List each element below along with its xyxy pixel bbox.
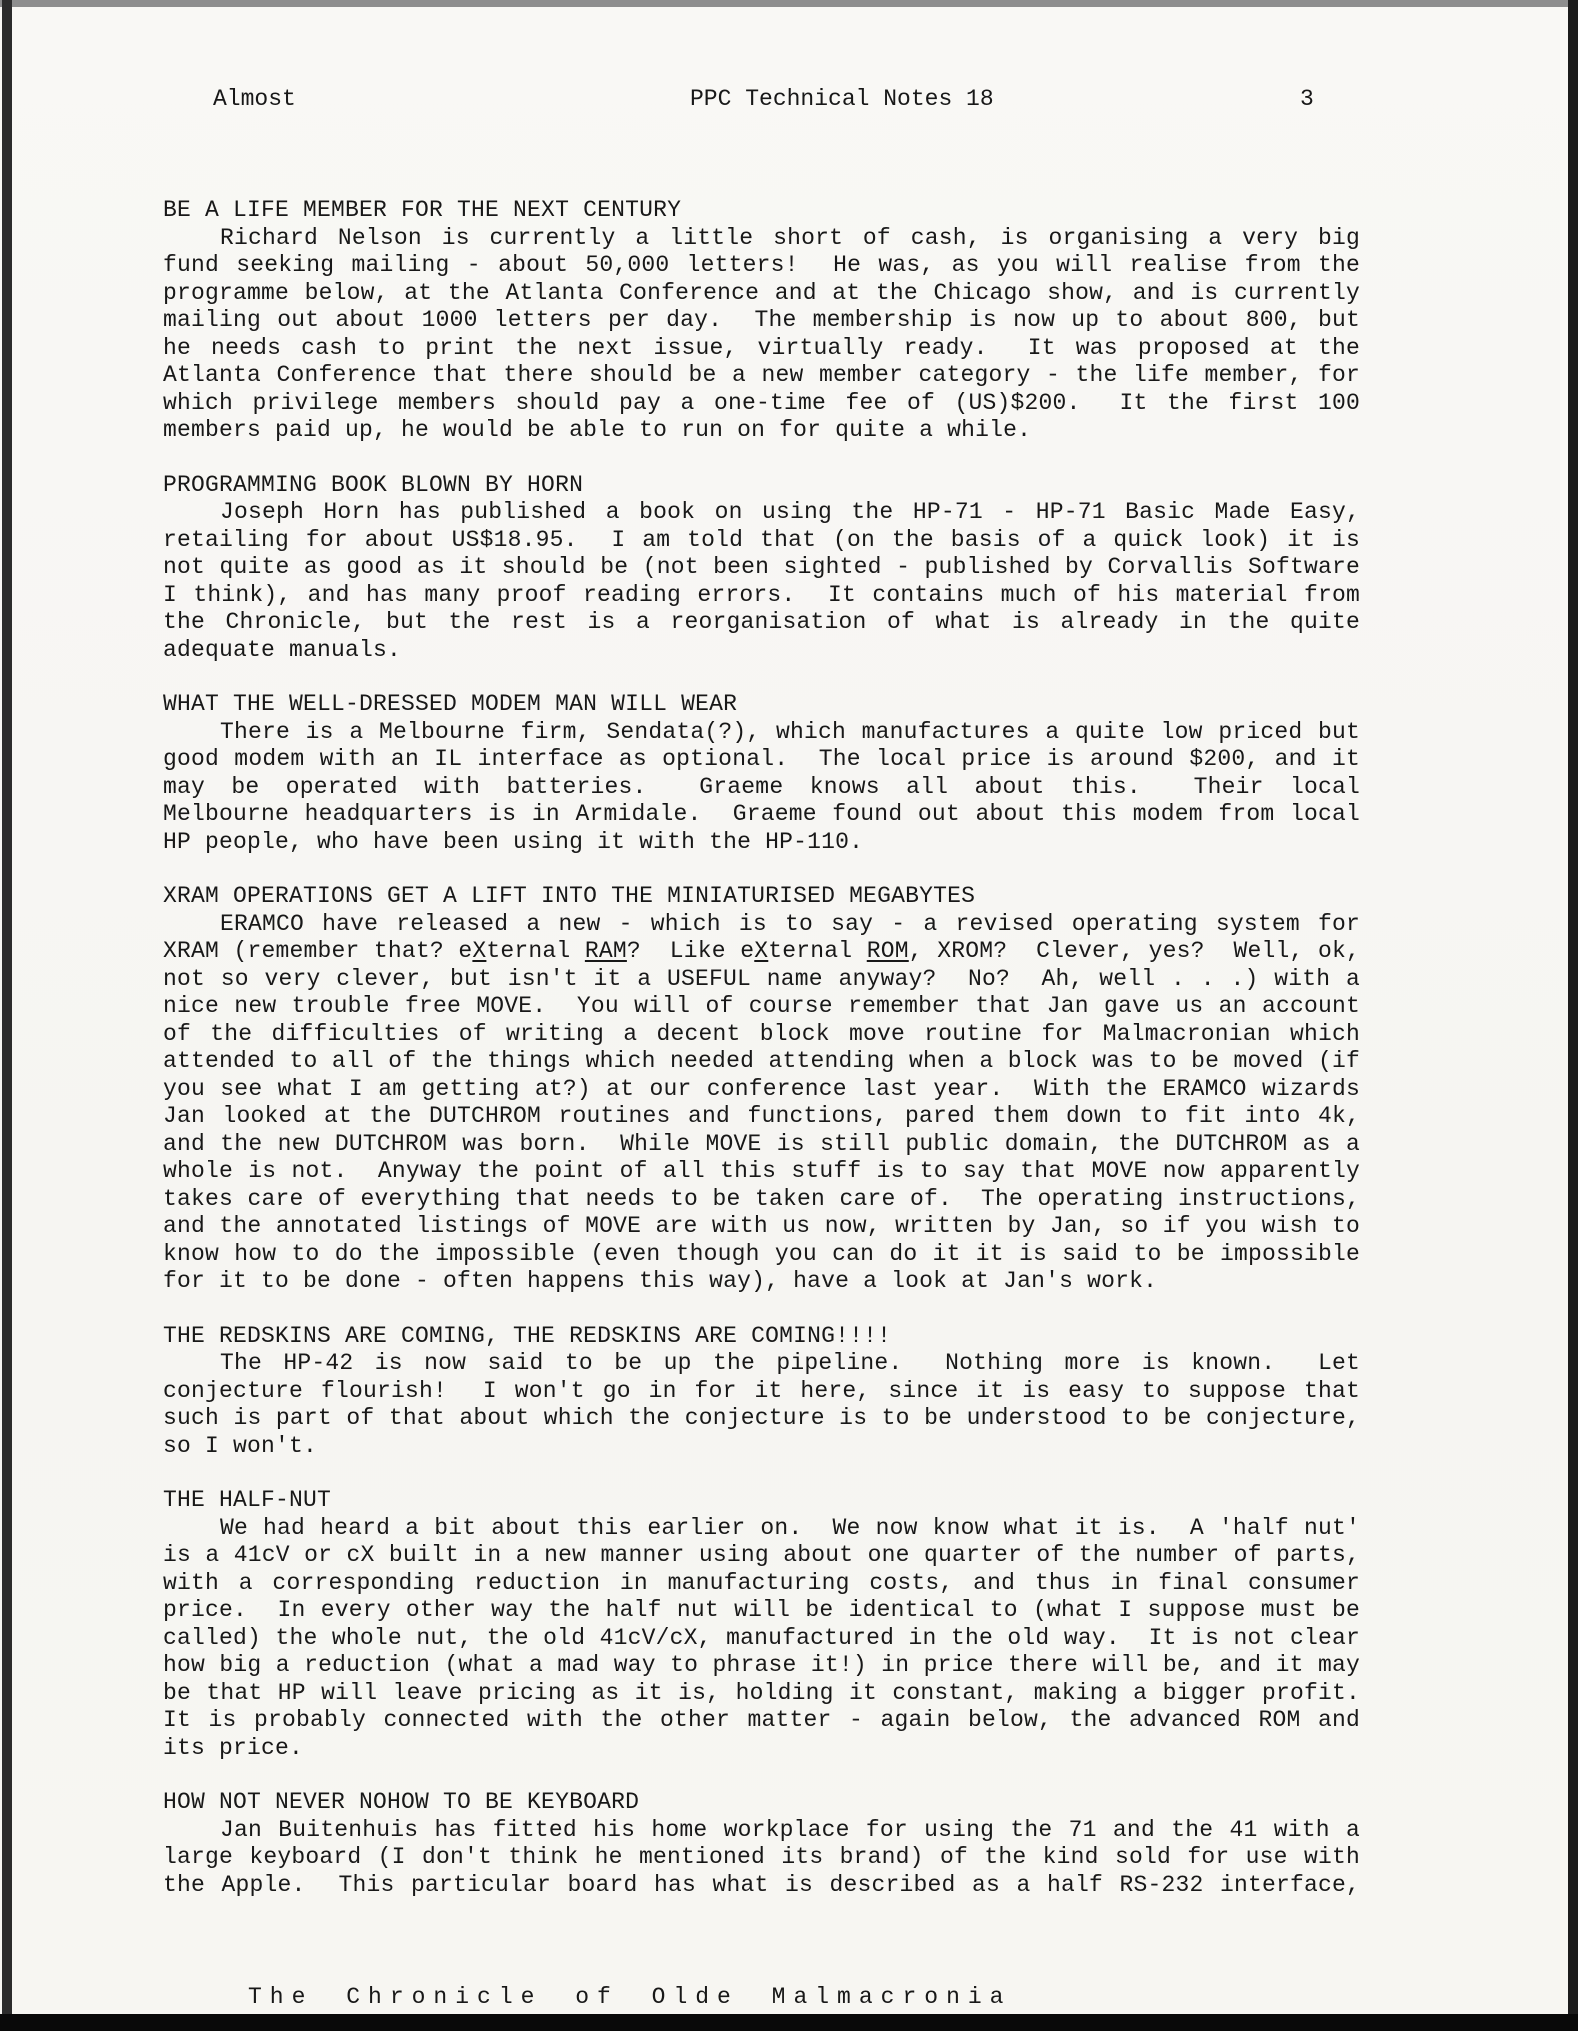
article-section bbox=[163, 1323, 1360, 1461]
text-line: know how to do the impossible (even though you can do it it is said to be impossible bbox=[163, 1240, 1360, 1267]
text-line: good modem with an IL interface as optional. The local price is around $200, and it bbox=[163, 746, 1360, 772]
article-section bbox=[163, 883, 1360, 1296]
footer-publication-title: The Chronicle of Olde Malmacronia bbox=[248, 1984, 1012, 2010]
text-line: Richard Nelson is currently a little short of cash, is organising a very big bbox=[220, 224, 1360, 251]
text-line: price. In every other way the half nut will be identical to (what I suppose must be bbox=[163, 1597, 1360, 1623]
text-line: It is probably connected with the other matter - again below, the advanced ROM and bbox=[163, 1707, 1360, 1733]
article-section bbox=[163, 1487, 1360, 1762]
text-line: is a 41cV or cX built in a new manner using about one quarter of the number of parts, bbox=[163, 1542, 1360, 1568]
text-line: ERAMCO have released a new - which is to say - a revised operating system for bbox=[220, 910, 1360, 937]
article-section bbox=[163, 197, 1360, 445]
scan-border-left bbox=[2, 0, 12, 2031]
text-line: the Chronicle, but the rest is a reorganisation of what is already in the quite bbox=[163, 609, 1360, 635]
text-line: programme below, at the Atlanta Conference and at the Chicago show, and is currently bbox=[163, 279, 1360, 306]
header-title: PPC Technical Notes 18 bbox=[690, 86, 994, 112]
section-heading: BE A LIFE MEMBER FOR THE NEXT CENTURY bbox=[163, 197, 682, 223]
text-line: There is a Melbourne firm, Sendata(?), which manufactures a quite low priced but bbox=[220, 718, 1360, 745]
text-line: adequate manuals. bbox=[163, 636, 402, 663]
section-heading: THE HALF-NUT bbox=[163, 1487, 332, 1513]
header-running-title: Almost bbox=[213, 86, 296, 112]
text-line: nice new trouble free MOVE. You will of course remember that Jan gave us an account bbox=[163, 993, 1360, 1019]
text-line: be that HP will leave pricing as it is, holding it constant, making a bigger profit. bbox=[163, 1679, 1360, 1706]
text-line: Jan Buitenhuis has fitted his home workplace for using the 71 and the 41 with a bbox=[220, 1816, 1360, 1843]
text-line: I think), and has many proof reading errors. It contains much of his material from bbox=[163, 581, 1360, 608]
text-line: he needs cash to print the next issue, virtually ready. It was proposed at the bbox=[163, 334, 1360, 361]
article-section bbox=[163, 472, 1360, 665]
text-line: The HP-42 is now said to be up the pipeline. Nothing more is known. Let bbox=[220, 1350, 1360, 1376]
section-heading: XRAM OPERATIONS GET A LIFT INTO THE MINIATURISED MEGABYTES bbox=[163, 883, 976, 909]
section-heading: HOW NOT NEVER NOHOW TO BE KEYBOARD bbox=[163, 1789, 640, 1815]
text-line: XRAM (remember that? eXternal RAM? Like eXternal ROM, XROM? Clever, yes? Well, ok, bbox=[163, 938, 1360, 964]
text-line: such is part of that about which the conjecture is to be understood to be conjecture, bbox=[163, 1405, 1360, 1431]
text-line: Joseph Horn has published a book on using the HP-71 - HP-71 Basic Made Easy, bbox=[220, 499, 1360, 525]
text-line: which privilege members should pay a one-time fee of (US)$200. It the first 100 bbox=[163, 389, 1360, 416]
document-body bbox=[163, 197, 1360, 1899]
text-line: members paid up, he would be able to run on for quite a while. bbox=[163, 417, 1032, 443]
text-line: mailing out about 1000 letters per day. The membership is now up to about 800, but bbox=[163, 307, 1360, 333]
scan-border-bottom bbox=[0, 2014, 1578, 2031]
text-line: so I won't. bbox=[163, 1432, 318, 1459]
text-line: We had heard a bit about this earlier on. We now know what it is. A 'half nut' bbox=[220, 1514, 1360, 1541]
text-line: Melbourne headquarters is in Armidale. Graeme found out about this modem from local bbox=[163, 801, 1360, 827]
text-line: attended to all of the things which needed attending when a block was to be moved (if bbox=[163, 1048, 1360, 1074]
text-line: called) the whole nut, the old 41cV/cX, manufactured in the old way. It is not clear bbox=[163, 1624, 1360, 1651]
text-line: not quite as good as it should be (not been sighted - published by Corvallis Software bbox=[163, 554, 1360, 580]
text-line: for it to be done - often happens this way), have a look at Jan's work. bbox=[163, 1268, 1158, 1294]
text-line: how big a reduction (what a mad way to phrase it!) in price there will be, and it may bbox=[163, 1652, 1360, 1678]
article-section bbox=[163, 1789, 1360, 1899]
text-line: with a corresponding reduction in manufacturing costs, and thus in final consumer bbox=[163, 1569, 1360, 1596]
section-heading: PROGRAMMING BOOK BLOWN BY HORN bbox=[163, 471, 584, 498]
text-line: whole is not. Anyway the point of all this stuff is to say that MOVE now apparently bbox=[163, 1158, 1360, 1184]
text-line: its price. bbox=[163, 1734, 304, 1761]
text-line: Jan looked at the DUTCHROM routines and functions, pared them down to fit into 4k, bbox=[163, 1103, 1360, 1129]
text-line: conjecture flourish! I won't go in for it here, since it is easy to suppose that bbox=[163, 1377, 1360, 1404]
text-line: may be operated with batteries. Graeme knows all about this. Their local bbox=[163, 773, 1360, 800]
article-section bbox=[163, 691, 1360, 856]
section-heading: THE REDSKINS ARE COMING, THE REDSKINS ARE COMING!!!! bbox=[163, 1322, 892, 1349]
page-number: 3 bbox=[1300, 86, 1314, 112]
scan-border-right bbox=[1568, 0, 1578, 2031]
text-line: fund seeking mailing - about 50,000 letters! He was, as you will realise from the bbox=[163, 252, 1360, 278]
text-line: takes care of everything that needs to be taken care of. The operating instructions, bbox=[163, 1185, 1360, 1212]
text-line: and the annotated listings of MOVE are with us now, written by Jan, so if you wish to bbox=[163, 1213, 1360, 1239]
text-line: large keyboard (I don't think he mentioned its brand) of the kind sold for use with bbox=[163, 1844, 1360, 1870]
text-line: you see what I am getting at?) at our conference last year. With the ERAMCO wizards bbox=[163, 1075, 1360, 1102]
text-line: of the difficulties of writing a decent block move routine for Malmacronian which bbox=[163, 1020, 1360, 1047]
section-heading: WHAT THE WELL-DRESSED MODEM MAN WILL WEAR bbox=[163, 691, 738, 717]
text-line: the Apple. This particular board has what is described as a half RS-232 interface, bbox=[163, 1871, 1360, 1898]
text-line: HP people, who have been using it with the HP-110. bbox=[163, 828, 864, 855]
text-line: Atlanta Conference that there should be a new member category - the life member, for bbox=[163, 362, 1360, 388]
text-line: and the new DUTCHROM was born. While MOVE is still public domain, the DUTCHROM as a bbox=[163, 1130, 1360, 1157]
text-line: retailing for about US$18.95. I am told that (on the basis of a quick look) it is bbox=[163, 526, 1360, 553]
scan-border-top bbox=[0, 0, 1578, 7]
text-line: not so very clever, but isn't it a USEFUL name anyway? No? Ah, well . . .) with a bbox=[163, 965, 1360, 992]
